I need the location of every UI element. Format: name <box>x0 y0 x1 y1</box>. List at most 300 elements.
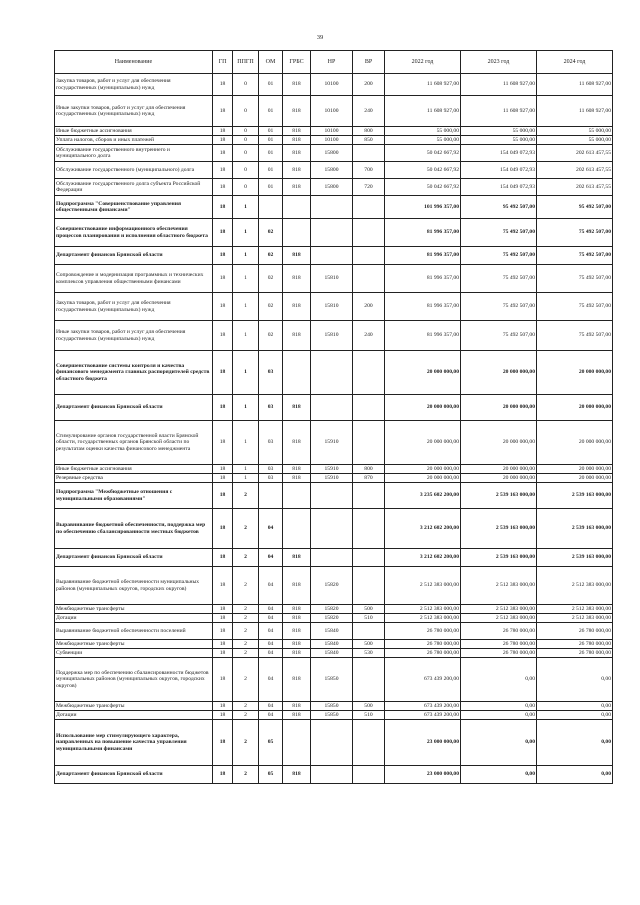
cell-nr <box>311 766 353 784</box>
cell-grbs: 818 <box>283 293 311 321</box>
cell-2024: 95 492 507,00 <box>537 196 613 219</box>
cell-ppgp: 1 <box>233 421 259 465</box>
cell-2024: 0,00 <box>537 766 613 784</box>
cell-gp: 18 <box>213 96 233 127</box>
cell-ppgp: 1 <box>233 351 259 395</box>
cell-ppgp: 0 <box>233 136 259 145</box>
cell-2023: 0,00 <box>461 702 537 711</box>
table-row <box>55 96 613 127</box>
cell-grbs: 818 <box>283 136 311 145</box>
cell-grbs: 818 <box>283 421 311 465</box>
table-row <box>55 321 613 351</box>
cell-vr <box>353 351 385 395</box>
cell-vr: 500 <box>353 640 385 649</box>
cell-vr: 240 <box>353 96 385 127</box>
cell-gp: 18 <box>213 321 233 351</box>
cell-2022: 2 512 383 000,00 <box>385 614 461 623</box>
cell-2023: 75 492 507,00 <box>461 247 537 265</box>
cell-gp: 18 <box>213 474 233 483</box>
cell-2023: 2 539 163 000,00 <box>461 549 537 567</box>
cell-nr: 15800 <box>311 179 353 196</box>
cell-ppgp: 2 <box>233 649 259 658</box>
table-row <box>55 421 613 465</box>
cell-om: 03 <box>259 421 283 465</box>
cell-vr <box>353 509 385 549</box>
cell-ppgp: 1 <box>233 293 259 321</box>
table-row <box>55 136 613 145</box>
cell-2024: 2 512 383 000,00 <box>537 605 613 614</box>
cell-om: 01 <box>259 74 283 96</box>
cell-vr: 720 <box>353 179 385 196</box>
cell-2024: 26 780 000,00 <box>537 640 613 649</box>
cell-2023: 154 049 072,93 <box>461 145 537 162</box>
cell-2022: 673 439 200,00 <box>385 711 461 720</box>
cell-2022: 23 000 000,00 <box>385 720 461 766</box>
cell-grbs: 818 <box>283 321 311 351</box>
table-row <box>55 74 613 96</box>
cell-ppgp: 2 <box>233 766 259 784</box>
cell-gp: 18 <box>213 127 233 136</box>
cell-om: 02 <box>259 293 283 321</box>
cell-ppgp: 1 <box>233 219 259 247</box>
cell-vr: 850 <box>353 136 385 145</box>
table-row <box>55 127 613 136</box>
cell-nr <box>311 351 353 395</box>
cell-nr: 15850 <box>311 702 353 711</box>
table-row <box>55 702 613 711</box>
col-header-nr: НР <box>311 51 353 74</box>
cell-2024: 75 492 507,00 <box>537 321 613 351</box>
cell-2023: 0,00 <box>461 720 537 766</box>
cell-2022: 20 000 000,00 <box>385 351 461 395</box>
cell-gp: 18 <box>213 196 233 219</box>
cell-2023: 2 539 163 000,00 <box>461 483 537 509</box>
table-row <box>55 605 613 614</box>
table-row <box>55 465 613 474</box>
cell-om: 04 <box>259 649 283 658</box>
table-row <box>55 293 613 321</box>
cell-gp: 18 <box>213 766 233 784</box>
cell-name: Иные закупки товаров, работ и услуг для обеспечения государственных (муниципальных) нужд <box>55 96 213 127</box>
cell-grbs: 818 <box>283 605 311 614</box>
cell-name: Департамент финансов Брянской области <box>55 395 213 421</box>
cell-2022: 20 000 000,00 <box>385 465 461 474</box>
table-row <box>55 162 613 179</box>
cell-2024: 0,00 <box>537 702 613 711</box>
cell-grbs: 818 <box>283 623 311 640</box>
cell-vr: 240 <box>353 321 385 351</box>
col-header-om: ОМ <box>259 51 283 74</box>
cell-om: 03 <box>259 465 283 474</box>
cell-2022: 55 000,00 <box>385 136 461 145</box>
cell-gp: 18 <box>213 720 233 766</box>
cell-2023: 95 492 507,00 <box>461 196 537 219</box>
cell-name: Обслуживание государственного долга субъекта Российской Федерации <box>55 179 213 196</box>
cell-2022: 673 439 200,00 <box>385 702 461 711</box>
cell-name: Межбюджетные трансферты <box>55 640 213 649</box>
cell-gp: 18 <box>213 265 233 293</box>
cell-nr: 10100 <box>311 96 353 127</box>
cell-2024: 2 539 163 000,00 <box>537 549 613 567</box>
cell-vr: 800 <box>353 127 385 136</box>
cell-grbs: 818 <box>283 265 311 293</box>
cell-2023: 20 000 000,00 <box>461 465 537 474</box>
cell-2024: 75 492 507,00 <box>537 219 613 247</box>
cell-name: Иные закупки товаров, работ и услуг для обеспечения государственных (муниципальных) нужд <box>55 321 213 351</box>
cell-om: 04 <box>259 605 283 614</box>
cell-gp: 18 <box>213 623 233 640</box>
cell-om: 04 <box>259 658 283 702</box>
cell-grbs <box>283 483 311 509</box>
cell-ppgp: 0 <box>233 162 259 179</box>
table-row <box>55 395 613 421</box>
table-row <box>55 640 613 649</box>
cell-grbs: 818 <box>283 549 311 567</box>
cell-2023: 0,00 <box>461 711 537 720</box>
cell-nr: 10100 <box>311 136 353 145</box>
cell-ppgp: 1 <box>233 265 259 293</box>
cell-gp: 18 <box>213 293 233 321</box>
cell-gp: 18 <box>213 465 233 474</box>
cell-om: 04 <box>259 509 283 549</box>
cell-name: Использование мер стимулирующего характера, направленных на повышение качества управления муниципальными финансами <box>55 720 213 766</box>
cell-nr: 15850 <box>311 711 353 720</box>
cell-ppgp: 2 <box>233 711 259 720</box>
cell-2022: 11 608 927,00 <box>385 74 461 96</box>
cell-om: 01 <box>259 96 283 127</box>
cell-2022: 11 608 927,00 <box>385 96 461 127</box>
col-header-grbs: ГРБС <box>283 51 311 74</box>
cell-om: 05 <box>259 766 283 784</box>
cell-nr <box>311 483 353 509</box>
cell-grbs: 818 <box>283 567 311 605</box>
cell-om <box>259 483 283 509</box>
cell-2022: 81 996 357,00 <box>385 247 461 265</box>
cell-vr: 500 <box>353 605 385 614</box>
cell-om: 04 <box>259 711 283 720</box>
cell-nr <box>311 247 353 265</box>
cell-2024: 11 608 927,00 <box>537 96 613 127</box>
cell-ppgp: 0 <box>233 179 259 196</box>
cell-nr: 15800 <box>311 162 353 179</box>
cell-nr: 15850 <box>311 658 353 702</box>
cell-2022: 3 235 602 200,00 <box>385 483 461 509</box>
col-header-2024: 2024 год <box>537 51 613 74</box>
cell-2024: 75 492 507,00 <box>537 247 613 265</box>
cell-name: Дотации <box>55 614 213 623</box>
cell-gp: 18 <box>213 179 233 196</box>
cell-vr <box>353 483 385 509</box>
col-header-2022: 2022 год <box>385 51 461 74</box>
cell-2022: 26 780 000,00 <box>385 649 461 658</box>
cell-ppgp: 2 <box>233 483 259 509</box>
cell-grbs: 818 <box>283 658 311 702</box>
cell-2022: 3 212 602 200,00 <box>385 509 461 549</box>
cell-gp: 18 <box>213 74 233 96</box>
cell-2024: 75 492 507,00 <box>537 265 613 293</box>
cell-om: 01 <box>259 127 283 136</box>
table-row <box>55 265 613 293</box>
cell-ppgp: 0 <box>233 127 259 136</box>
table-row <box>55 247 613 265</box>
cell-2024: 20 000 000,00 <box>537 421 613 465</box>
cell-2024: 0,00 <box>537 720 613 766</box>
cell-ppgp: 1 <box>233 247 259 265</box>
table-body <box>55 74 613 784</box>
table-row <box>55 179 613 196</box>
cell-name: Выравнивание бюджетной обеспеченности, поддержка мер по обеспечению сбалансированности местных бюджетов <box>55 509 213 549</box>
cell-2022: 20 000 000,00 <box>385 474 461 483</box>
table-row <box>55 474 613 483</box>
table-row <box>55 720 613 766</box>
cell-vr <box>353 623 385 640</box>
cell-nr: 15810 <box>311 321 353 351</box>
cell-vr <box>353 567 385 605</box>
cell-2022: 50 042 667,92 <box>385 179 461 196</box>
cell-om: 02 <box>259 321 283 351</box>
cell-vr: 510 <box>353 614 385 623</box>
cell-2023: 20 000 000,00 <box>461 395 537 421</box>
cell-ppgp: 2 <box>233 605 259 614</box>
cell-2024: 26 780 000,00 <box>537 623 613 640</box>
cell-ppgp: 2 <box>233 623 259 640</box>
cell-om: 04 <box>259 623 283 640</box>
cell-gp: 18 <box>213 247 233 265</box>
cell-nr <box>311 549 353 567</box>
cell-2024: 75 492 507,00 <box>537 293 613 321</box>
cell-name: Стимулирование органов государственной власти Брянской области, государственных органов Брянской области по результатам оценки качества финансового менеджмента <box>55 421 213 465</box>
cell-ppgp: 2 <box>233 614 259 623</box>
cell-name: Департамент финансов Брянской области <box>55 766 213 784</box>
cell-ppgp: 0 <box>233 74 259 96</box>
cell-vr <box>353 766 385 784</box>
cell-vr <box>353 549 385 567</box>
cell-2023: 2 539 163 000,00 <box>461 509 537 549</box>
cell-2023: 154 049 072,93 <box>461 179 537 196</box>
cell-gp: 18 <box>213 549 233 567</box>
cell-2024: 20 000 000,00 <box>537 395 613 421</box>
cell-2022: 101 996 357,00 <box>385 196 461 219</box>
cell-2023: 55 000,00 <box>461 136 537 145</box>
cell-2024: 2 539 163 000,00 <box>537 509 613 549</box>
cell-nr <box>311 509 353 549</box>
cell-2023: 75 492 507,00 <box>461 321 537 351</box>
cell-ppgp: 0 <box>233 145 259 162</box>
cell-grbs: 818 <box>283 145 311 162</box>
cell-nr: 15820 <box>311 567 353 605</box>
cell-ppgp: 1 <box>233 465 259 474</box>
cell-grbs <box>283 351 311 395</box>
cell-om: 04 <box>259 614 283 623</box>
cell-2022: 2 512 383 000,00 <box>385 605 461 614</box>
cell-grbs <box>283 509 311 549</box>
cell-name: Дотации <box>55 711 213 720</box>
cell-gp: 18 <box>213 145 233 162</box>
cell-nr: 15810 <box>311 293 353 321</box>
cell-2024: 55 000,00 <box>537 136 613 145</box>
cell-nr: 15910 <box>311 474 353 483</box>
cell-2022: 3 212 602 200,00 <box>385 549 461 567</box>
cell-gp: 18 <box>213 711 233 720</box>
cell-gp: 18 <box>213 614 233 623</box>
table-row <box>55 649 613 658</box>
col-header-name: Наименование <box>55 51 213 74</box>
cell-2024: 26 780 000,00 <box>537 649 613 658</box>
table-row <box>55 483 613 509</box>
cell-name: Закупка товаров, работ и услуг для обеспечения государственных (муниципальных) нужд <box>55 293 213 321</box>
cell-2023: 75 492 507,00 <box>461 219 537 247</box>
cell-2023: 2 512 383 000,00 <box>461 614 537 623</box>
cell-2023: 20 000 000,00 <box>461 421 537 465</box>
cell-gp: 18 <box>213 658 233 702</box>
cell-grbs: 818 <box>283 247 311 265</box>
cell-vr: 870 <box>353 474 385 483</box>
col-header-vr: ВР <box>353 51 385 74</box>
cell-name: Подпрограмма "Межбюджетные отношения с муниципальными образованиями" <box>55 483 213 509</box>
cell-2024: 11 608 927,00 <box>537 74 613 96</box>
cell-name: Межбюджетные трансферты <box>55 702 213 711</box>
cell-grbs: 818 <box>283 640 311 649</box>
table-row <box>55 658 613 702</box>
cell-2023: 20 000 000,00 <box>461 351 537 395</box>
table-row <box>55 711 613 720</box>
table-row <box>55 766 613 784</box>
cell-gp: 18 <box>213 162 233 179</box>
budget-table <box>54 50 613 784</box>
cell-ppgp: 1 <box>233 474 259 483</box>
cell-om <box>259 196 283 219</box>
cell-vr: 510 <box>353 711 385 720</box>
cell-grbs: 818 <box>283 465 311 474</box>
cell-name: Межбюджетные трансферты <box>55 605 213 614</box>
cell-grbs: 818 <box>283 179 311 196</box>
cell-name: Подпрограмма "Совершенствование управления общественными финансами" <box>55 196 213 219</box>
cell-vr: 700 <box>353 162 385 179</box>
cell-vr <box>353 395 385 421</box>
cell-gp: 18 <box>213 567 233 605</box>
cell-grbs: 818 <box>283 74 311 96</box>
cell-nr <box>311 720 353 766</box>
cell-nr: 10100 <box>311 127 353 136</box>
cell-om: 03 <box>259 351 283 395</box>
cell-ppgp: 2 <box>233 509 259 549</box>
cell-name: Совершенствование информационного обеспечения процессов планирования и исполнения областного бюджета <box>55 219 213 247</box>
cell-gp: 18 <box>213 395 233 421</box>
cell-om: 04 <box>259 640 283 649</box>
cell-nr <box>311 196 353 219</box>
cell-name: Поддержка мер по обеспечению сбалансированности бюджетов муниципальных районов (муниципальных округов, городских округов) <box>55 658 213 702</box>
cell-2023: 26 780 000,00 <box>461 640 537 649</box>
cell-om: 05 <box>259 720 283 766</box>
table-row <box>55 351 613 395</box>
cell-gp: 18 <box>213 640 233 649</box>
cell-gp: 18 <box>213 351 233 395</box>
cell-2024: 2 539 163 000,00 <box>537 483 613 509</box>
cell-name: Закупка товаров, работ и услуг для обеспечения государственных (муниципальных) нужд <box>55 74 213 96</box>
cell-om: 02 <box>259 247 283 265</box>
cell-2024: 2 512 383 000,00 <box>537 567 613 605</box>
cell-name: Обслуживание государственного (муниципального) долга <box>55 162 213 179</box>
cell-2022: 26 780 000,00 <box>385 640 461 649</box>
table-row <box>55 219 613 247</box>
cell-ppgp: 2 <box>233 702 259 711</box>
cell-nr: 15910 <box>311 421 353 465</box>
cell-grbs <box>283 196 311 219</box>
cell-vr <box>353 265 385 293</box>
cell-2023: 0,00 <box>461 658 537 702</box>
cell-grbs: 818 <box>283 649 311 658</box>
cell-om: 04 <box>259 567 283 605</box>
cell-grbs: 818 <box>283 702 311 711</box>
cell-grbs <box>283 219 311 247</box>
cell-ppgp: 2 <box>233 567 259 605</box>
cell-vr: 500 <box>353 702 385 711</box>
cell-2024: 20 000 000,00 <box>537 351 613 395</box>
cell-grbs: 818 <box>283 766 311 784</box>
cell-2023: 55 000,00 <box>461 127 537 136</box>
cell-vr <box>353 145 385 162</box>
cell-2023: 26 780 000,00 <box>461 649 537 658</box>
cell-name: Департамент финансов Брянской области <box>55 549 213 567</box>
cell-gp: 18 <box>213 219 233 247</box>
cell-gp: 18 <box>213 483 233 509</box>
cell-name: Иные бюджетные ассигнования <box>55 465 213 474</box>
cell-vr: 200 <box>353 293 385 321</box>
cell-nr: 15840 <box>311 640 353 649</box>
cell-om: 04 <box>259 549 283 567</box>
cell-2023: 75 492 507,00 <box>461 265 537 293</box>
cell-2022: 26 780 000,00 <box>385 623 461 640</box>
cell-om: 04 <box>259 702 283 711</box>
cell-vr <box>353 658 385 702</box>
cell-grbs: 818 <box>283 614 311 623</box>
cell-2022: 81 996 357,00 <box>385 293 461 321</box>
cell-name: Уплата налогов, сборов и иных платежей <box>55 136 213 145</box>
cell-2023: 11 608 927,00 <box>461 96 537 127</box>
cell-2024: 0,00 <box>537 658 613 702</box>
cell-vr <box>353 421 385 465</box>
cell-name: Резервные средства <box>55 474 213 483</box>
cell-2023: 26 780 000,00 <box>461 623 537 640</box>
cell-name: Департамент финансов Брянской области <box>55 247 213 265</box>
cell-name: Сопровождение и модернизация программных и технических комплексов управления общественными финансами <box>55 265 213 293</box>
cell-name: Обслуживание государственного внутреннего и муниципального долга <box>55 145 213 162</box>
cell-2022: 81 996 357,00 <box>385 265 461 293</box>
cell-vr: 800 <box>353 465 385 474</box>
cell-2023: 20 000 000,00 <box>461 474 537 483</box>
cell-ppgp: 2 <box>233 658 259 702</box>
cell-2022: 673 439 200,00 <box>385 658 461 702</box>
cell-nr: 15820 <box>311 605 353 614</box>
cell-2022: 81 996 357,00 <box>385 321 461 351</box>
cell-nr: 15840 <box>311 623 353 640</box>
cell-nr <box>311 395 353 421</box>
cell-2024: 55 000,00 <box>537 127 613 136</box>
cell-ppgp: 1 <box>233 395 259 421</box>
cell-nr: 15840 <box>311 649 353 658</box>
cell-ppgp: 0 <box>233 96 259 127</box>
cell-ppgp: 2 <box>233 640 259 649</box>
cell-2024: 20 000 000,00 <box>537 474 613 483</box>
cell-2024: 2 512 383 000,00 <box>537 614 613 623</box>
cell-om: 03 <box>259 474 283 483</box>
cell-grbs: 818 <box>283 711 311 720</box>
cell-om: 03 <box>259 395 283 421</box>
cell-2022: 20 000 000,00 <box>385 395 461 421</box>
cell-gp: 18 <box>213 702 233 711</box>
cell-grbs: 818 <box>283 395 311 421</box>
cell-2023: 2 512 383 000,00 <box>461 567 537 605</box>
